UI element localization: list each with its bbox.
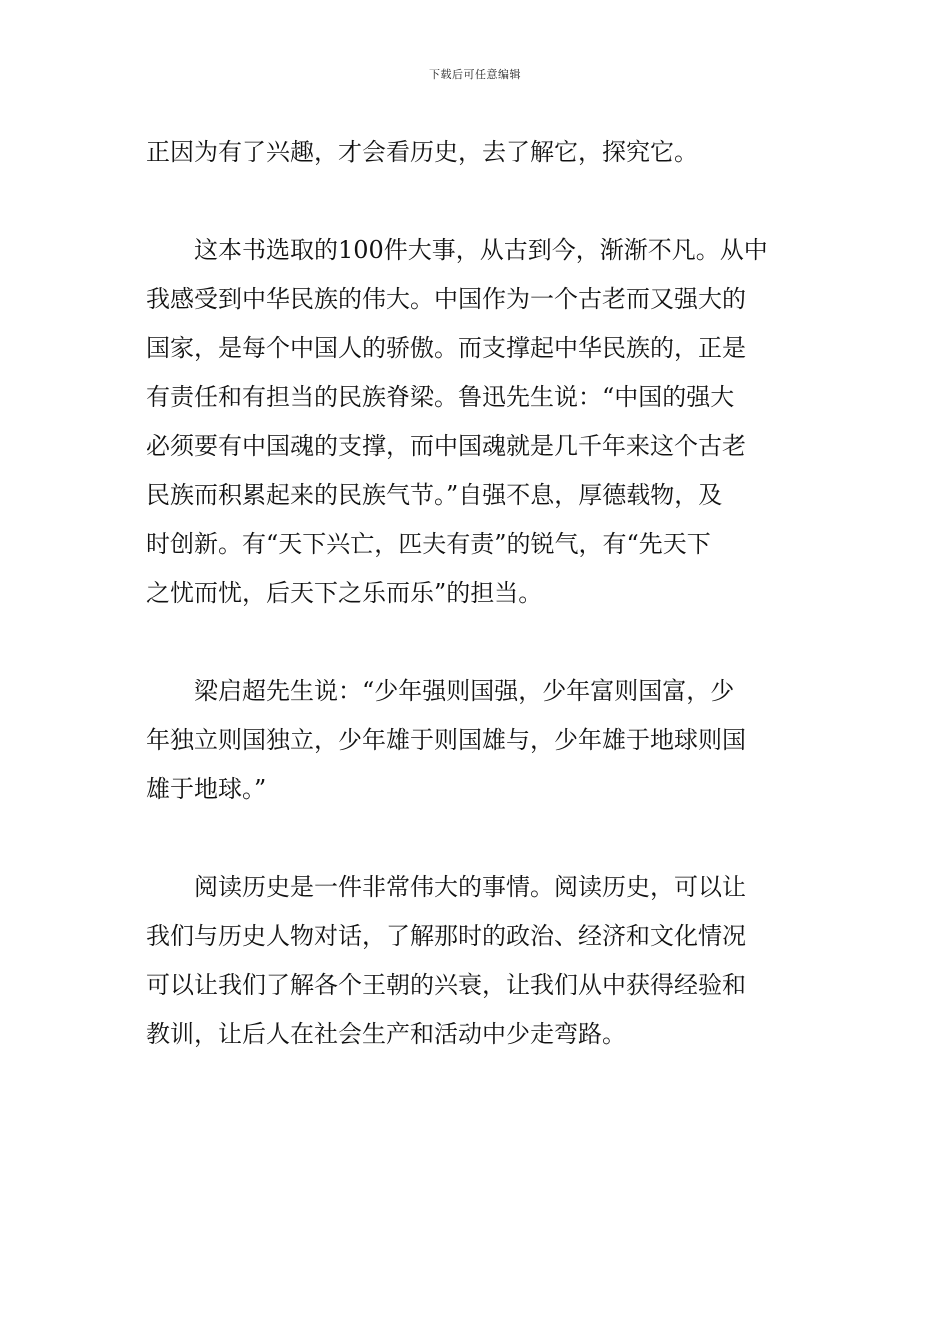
paragraph-4 [146,863,810,1059]
paragraph-line: 必须要有中国魂的支撑，而中国魂就是几千年来这个古老 [146,432,746,460]
document-body [146,128,810,1059]
paragraph-line: 可以让我们了解各个王朝的兴衰，让我们从中获得经验和 [146,971,746,999]
paragraph-2 [146,226,810,618]
paragraph-line: 这本书选取的100件大事，从古到今，渐渐不凡。从中 [194,236,768,264]
paragraph-line: 年独立则国独立，少年雄于则国雄与，少年雄于地球则国 [146,726,746,754]
paragraph-line: 我感受到中华民族的伟大。中国作为一个古老而又强大的 [146,285,746,313]
paragraph-line: 我们与历史人物对话，了解那时的政治、经济和文化情况 [146,922,746,950]
paragraph-1 [146,128,810,177]
paragraph-line: 正因为有了兴趣，才会看历史，去了解它，探究它。 [146,138,698,166]
paragraph-3 [146,667,810,814]
paragraph-line: 雄于地球。” [146,775,267,803]
paragraph-line: 阅读历史是一件非常伟大的事情。阅读历史，可以让 [194,873,746,901]
paragraph-line: 国家，是每个中国人的骄傲。而支撑起中华民族的，正是 [146,334,746,362]
paragraph-line: 梁启超先生说：“少年强则国强，少年富则国富，少 [194,677,735,705]
paragraph-line: 有责任和有担当的民族脊梁。鲁迅先生说：“中国的强大 [146,383,735,411]
paragraph-line: 时创新。有“天下兴亡，匹夫有责”的锐气，有“先天下 [146,530,711,558]
page-header: 下载后可任意编辑 [429,68,521,81]
paragraph-line: 之忧而忧，后天下之乐而乐”的担当。 [146,579,543,607]
paragraph-line: 教训，让后人在社会生产和活动中少走弯路。 [146,1020,626,1048]
paragraph-line: 民族而积累起来的民族气节。”自强不息，厚德载物，及 [146,481,723,509]
